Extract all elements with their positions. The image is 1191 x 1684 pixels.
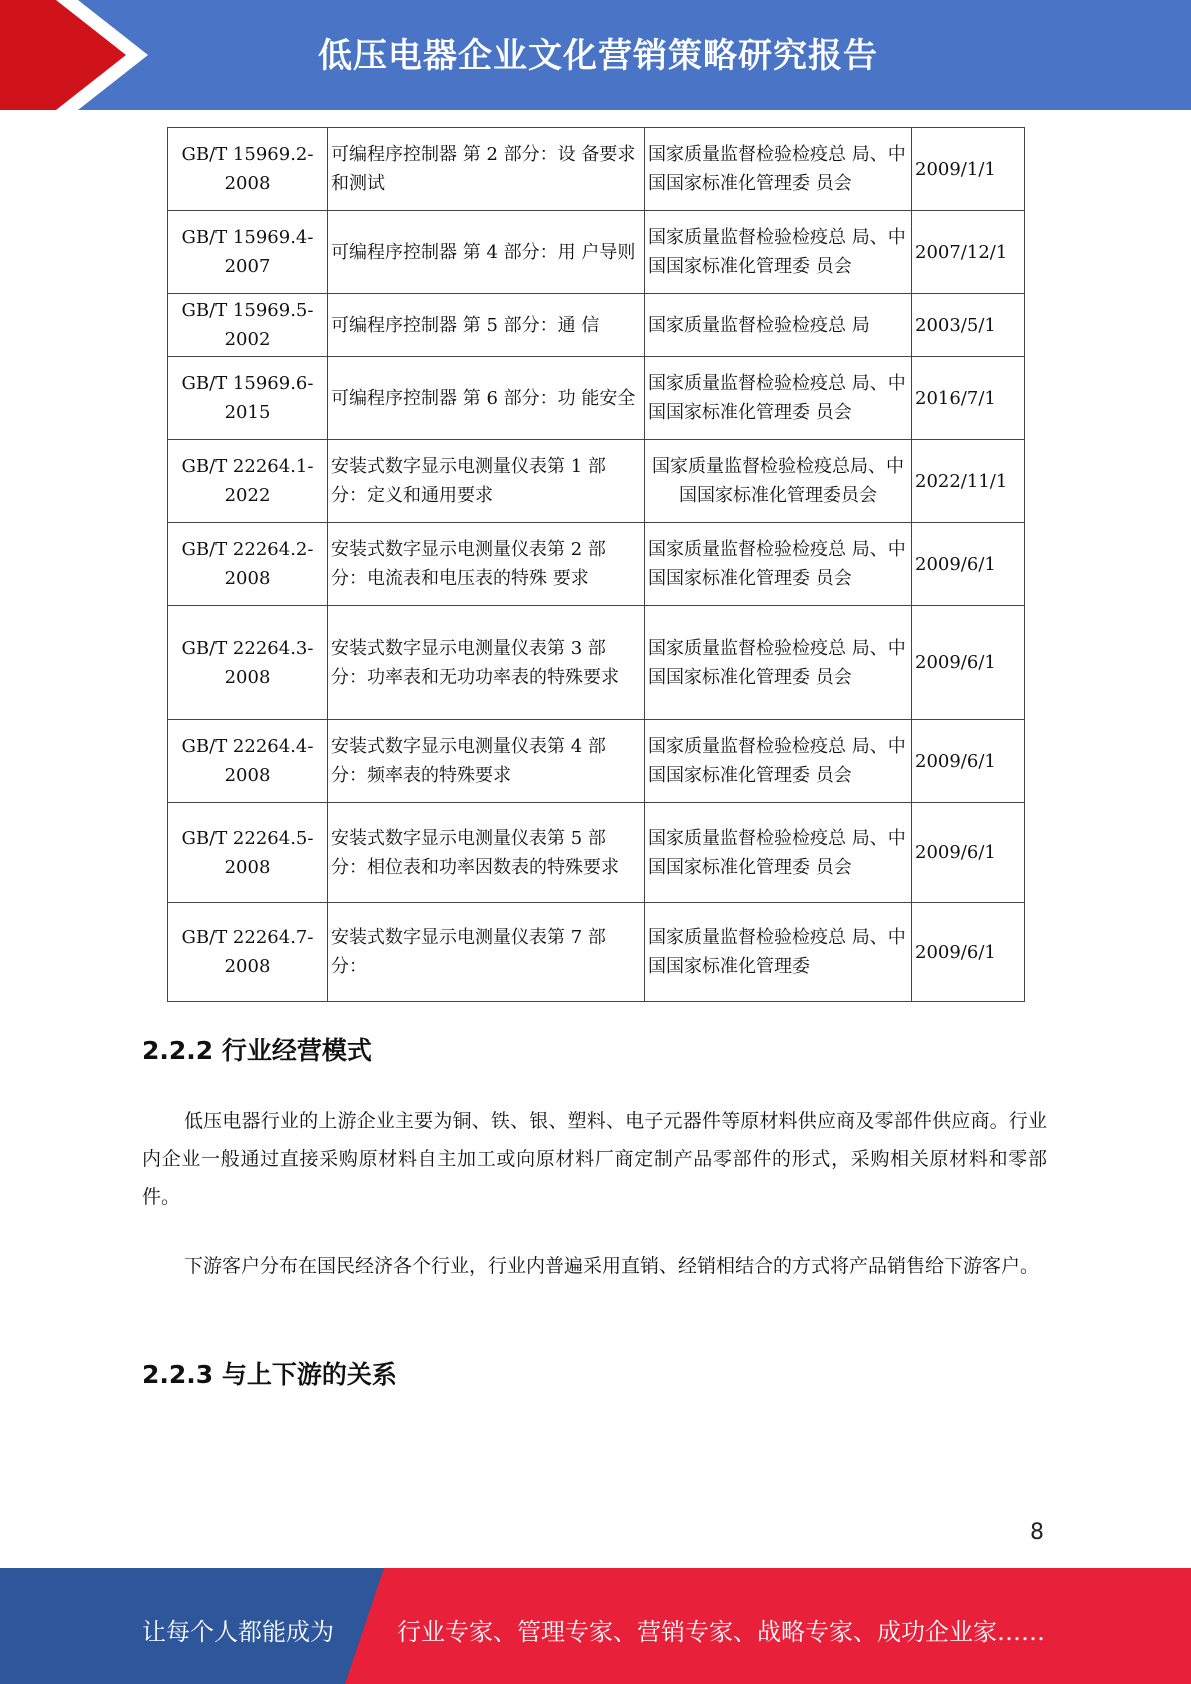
page-footer: [0, 1568, 1191, 1684]
table-row: [168, 294, 1025, 357]
issuing-department: 国家质量监督检验检疫总 局、中国国家标准化管理委 员会: [645, 357, 912, 440]
issuing-department: 国家质量监督检验检疫总 局: [645, 294, 912, 357]
table-row: [168, 440, 1025, 523]
table-row: [168, 606, 1025, 720]
effective-date: 2022/11/1: [912, 440, 1025, 523]
standard-code: GB/T 22264.7-2008: [168, 903, 328, 1002]
footer-slogan-left: 让每个人都能成为: [142, 1618, 334, 1646]
standard-name: 安装式数字显示电测量仪表第 1 部分：定义和通用要求: [328, 440, 645, 523]
standard-name: 安装式数字显示电测量仪表第 5 部分：相位表和功率因数表的特殊要求: [328, 803, 645, 903]
issuing-department: 国家质量监督检验检疫总 局、中国国家标准化管理委 员会: [645, 128, 912, 211]
standard-code: GB/T 15969.5-2002: [168, 294, 328, 357]
issuing-department: 国家质量监督检验检疫总 局、中国国家标准化管理委 员会: [645, 211, 912, 294]
page-number: 8: [1030, 1520, 1044, 1545]
effective-date: 2009/6/1: [912, 803, 1025, 903]
footer-slogan-right: 行业专家、管理专家、营销专家、战略专家、成功企业家……: [397, 1618, 1045, 1646]
standard-name: 可编程序控制器 第 6 部分：功 能安全: [328, 357, 645, 440]
effective-date: 2003/5/1: [912, 294, 1025, 357]
standard-code: GB/T 22264.5-2008: [168, 803, 328, 903]
standard-code: GB/T 15969.2-2008: [168, 128, 328, 211]
section-heading: 2.2.2 行业经营模式: [142, 1036, 372, 1065]
page-header: [0, 0, 1191, 110]
issuing-department: 国家质量监督检验检疫总 局、中国国家标准化管理委 员会: [645, 606, 912, 720]
body-paragraph: 低压电器行业的上游企业主要为铜、铁、银、塑料、电子元器件等原材料供应商及零部件供应商。行业内企业一般通过直接采购原材料自主加工或向原材料厂商定制产品零部件的形式，采购相关原材料和零部件。: [142, 1110, 1047, 1208]
standard-code: GB/T 22264.4-2008: [168, 720, 328, 803]
effective-date: 2009/6/1: [912, 903, 1025, 1002]
issuing-department: 国家质量监督检验检疫总 局、中国国家标准化管理委 员会: [645, 720, 912, 803]
standard-name: 安装式数字显示电测量仪表第 2 部分：电流表和电压表的特殊 要求: [328, 523, 645, 606]
standard-name: 安装式数字显示电测量仪表第 3 部分：功率表和无功功率表的特殊要求: [328, 606, 645, 720]
standard-code: GB/T 22264.3-2008: [168, 606, 328, 720]
standard-name: 可编程序控制器 第 4 部分：用 户导则: [328, 211, 645, 294]
effective-date: 2009/6/1: [912, 606, 1025, 720]
effective-date: 2007/12/1: [912, 211, 1025, 294]
table-row: [168, 803, 1025, 903]
table-row: [168, 720, 1025, 803]
standard-code: GB/T 15969.4-2007: [168, 211, 328, 294]
standard-name: 安装式数字显示电测量仪表第 4 部分：频率表的特殊要求: [328, 720, 645, 803]
issuing-department: 国家质量监督检验检疫总 局、中国国家标准化管理委 员会: [645, 803, 912, 903]
table-row: [168, 128, 1025, 211]
issuing-department: 国家质量监督检验检疫总 局、中国国家标准化管理委: [645, 903, 912, 1002]
section-heading: 2.2.3 与上下游的关系: [142, 1360, 397, 1389]
report-title: 低压电器企业文化营销策略研究报告: [318, 36, 878, 76]
effective-date: 2009/6/1: [912, 523, 1025, 606]
body-paragraph: 下游客户分布在国民经济各个行业，行业内普遍采用直销、经销相结合的方式将产品销售给下游客户。: [184, 1255, 1040, 1277]
table-row: [168, 357, 1025, 440]
standards-table: [167, 127, 1025, 1002]
issuing-department: 国家质量监督检验检疫总 局、中国国家标准化管理委 员会: [645, 523, 912, 606]
effective-date: 2016/7/1: [912, 357, 1025, 440]
table-row: [168, 211, 1025, 294]
issuing-department: 国家质量监督检验检疫总局、中国国家标准化管理委员会: [645, 440, 912, 523]
standard-name: 可编程序控制器 第 5 部分：通 信: [328, 294, 645, 357]
effective-date: 2009/6/1: [912, 720, 1025, 803]
table-row: [168, 903, 1025, 1002]
standard-code: GB/T 15969.6-2015: [168, 357, 328, 440]
table-row: [168, 523, 1025, 606]
standard-code: GB/T 22264.1-2022: [168, 440, 328, 523]
standard-code: GB/T 22264.2-2008: [168, 523, 328, 606]
standard-name: 可编程序控制器 第 2 部分：设 备要求和测试: [328, 128, 645, 211]
standard-name: 安装式数字显示电测量仪表第 7 部分：: [328, 903, 645, 1002]
effective-date: 2009/1/1: [912, 128, 1025, 211]
